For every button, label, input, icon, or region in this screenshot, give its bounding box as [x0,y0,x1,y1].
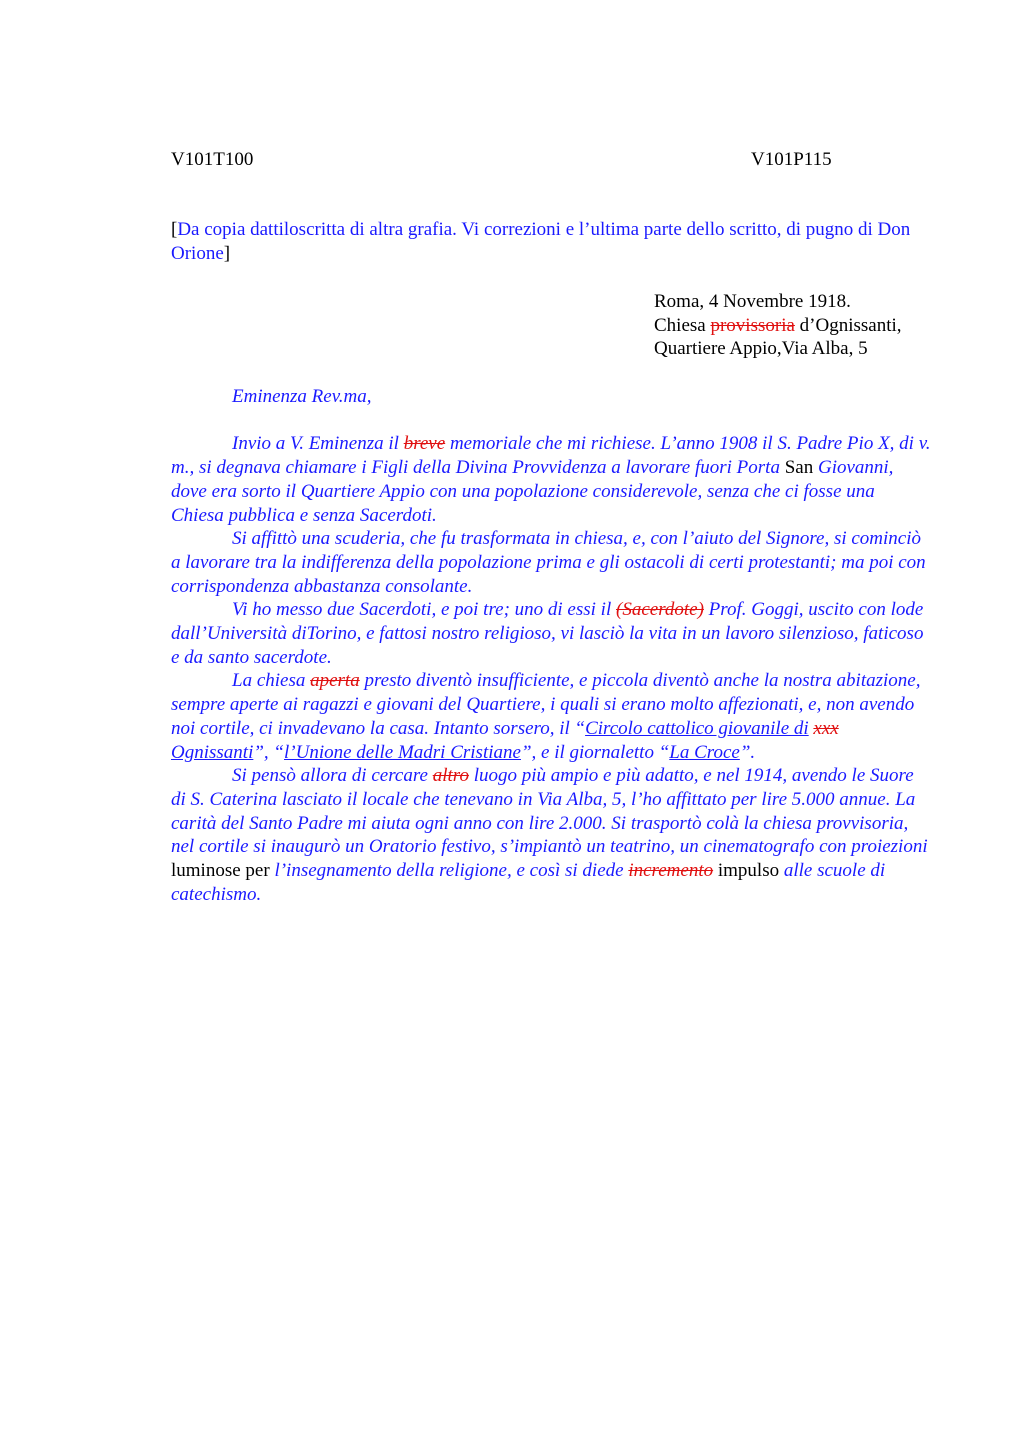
p5-text-d: alle scuole di catechismo. [171,860,886,905]
p4-text-c: ”, “ [253,741,284,763]
deleted-word: incremento [628,860,714,882]
paragraph-5 [171,764,931,906]
underlined-title-la-croce: La Croce [669,741,740,763]
p5-text-c: l’insegnamento della religione, e così si diede [274,860,624,882]
paragraph-3 [171,598,931,669]
p4-text-e: ”. [739,741,756,763]
p5-text-b: luogo più ampio e più adatto, e nel 1914, avendo le Suore di S. Caterina lasciato il locale che tenevano in Via Alba, 5, l’ho affittato per lire 5.000 annue. La carità del Santo Padre mi aiuta ogni anno con lire 2.000. Si trasportò colà la chiesa provvisoria, nel cortile si inaugurò un Oratorio festivo, s’impiantò un teatrino, un cinematografo con proiezioni [171,765,928,858]
address-block [654,290,902,361]
deleted-word: provissoria [710,314,795,336]
editor-note [171,218,931,265]
handwritten-correction: San [784,457,814,479]
paragraph-4 [171,669,931,764]
p5-text-a: Si pensò allora di cercare [232,765,428,787]
deleted-word: (Sacerdote) [616,599,704,621]
deleted-word: breve [403,433,446,455]
p4-text-b: presto diventò insufficiente, e piccola diventò anche la nostra abitazione, sempre aperte ai ragazzi e giovani del Quartiere, i quali si erano molto affezionati, e, non avendo noi cortile, ci invadevano la casa. Intanto sorsero, il “ [171,670,921,739]
deleted-word: xxx [813,717,839,739]
handwritten-correction: luminose per [171,860,270,882]
p4-text-d: ”, e il giornaletto “ [520,741,670,763]
document-code-right: V101P115 [751,149,832,170]
p1-text-c: Giovanni, dove era sorto il Quartiere Appio con una popolazione considerevole, senza che ci fosse una Chiesa pubblica e senza Sacerdoti. [171,457,894,526]
handwritten-correction: impulso [717,860,780,882]
note-text: Da copia dattiloscritta di altra grafia. Vi correzioni e l’ultima parte dello scritto, di pugno di Don Orione [171,219,911,264]
p1-text-a: Invio a V. Eminenza il [232,433,399,455]
address-church-name: d’Ognissanti, [799,314,902,336]
salutation: Eminenza Rev.ma, [232,386,372,407]
address-church-label: Chiesa [654,314,706,336]
underlined-title-ognissanti: Ognissanti [171,741,254,763]
note-open-bracket: [ [171,219,178,240]
address-line-church [654,314,902,338]
p3-text-b: Prof. Goggi, uscito con lode dall’Università diTorino, e fattosi nostro religioso, vi lasciò la vita in un lavoro silenzioso, faticoso e da santo sacerdote. [171,599,924,668]
address-line-date: Roma, 4 Novembre 1918. [654,291,851,312]
underlined-title-unione: l’Unione delle Madri Cristiane [284,741,521,763]
p3-text-a: Vi ho messo due Sacerdoti, e poi tre; uno di essi il [232,599,612,621]
paragraph-1 [171,432,931,527]
underlined-title-circolo: Circolo cattolico giovanile di [585,717,809,739]
paragraph-2: Si affittò una scuderia, che fu trasformata in chiesa, e, con l’aiuto del Signore, si cominciò a lavorare tra la indifferenza della popolazione prima e gli ostacoli di certi protestanti; ma poi con corrispondenza abbastanza consolante. [171,528,926,597]
deleted-word: altro [432,765,469,787]
letter-body [171,385,931,906]
note-close-bracket: ] [223,242,231,264]
address-line-street: Quartiere Appio,Via Alba, 5 [654,338,868,360]
deleted-word: aperta [310,670,360,692]
p4-text-a: La chiesa [232,670,306,692]
document-code-left: V101T100 [171,149,254,170]
p1-text-b: memoriale che mi richiese. L’anno 1908 il S. Padre Pio X, di v. m., si degnava chiamare i Figli della Divina Provvidenza a lavorare fuori Porta [171,433,931,479]
